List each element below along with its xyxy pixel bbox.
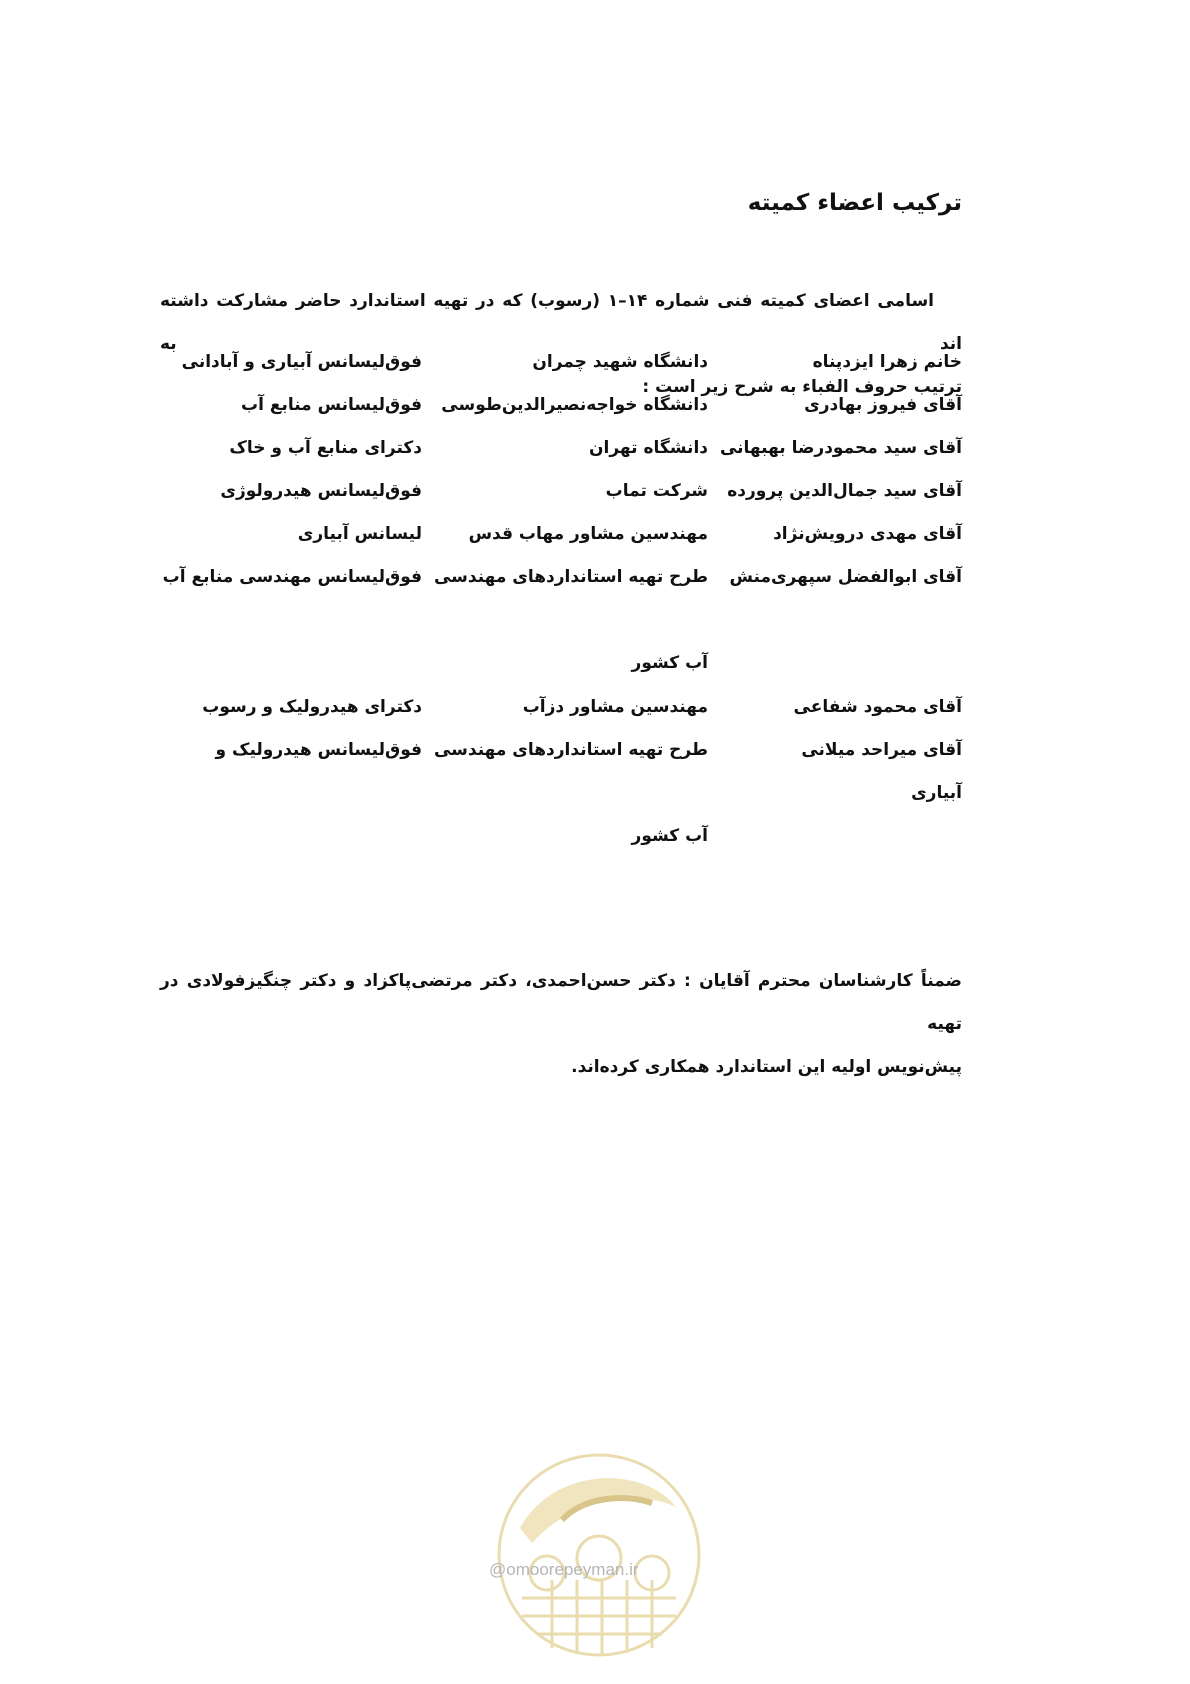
member-row xyxy=(160,481,962,521)
page-title: ترکیب اعضاء کمیته xyxy=(747,190,962,216)
member-row xyxy=(160,697,962,737)
member-organization-continuation: آب کشور xyxy=(631,826,708,846)
member-name: آقای محمود شفاعی xyxy=(793,697,962,717)
acknowledgement-paragraph xyxy=(160,960,962,1089)
member-name: آقای سید جمال‌الدین پرورده xyxy=(727,481,962,501)
member-row xyxy=(160,352,962,392)
member-organization: مهندسین مشاور دزآب xyxy=(522,697,708,717)
member-row xyxy=(160,395,962,435)
member-row xyxy=(160,740,962,780)
intro-line-2: ترتیب حروف الفباء به شرح زیر است : xyxy=(642,377,962,397)
member-row xyxy=(160,567,962,607)
watermark-site: @omoorepeyman.ir xyxy=(489,1560,639,1579)
member-degree: فوق‌لیسانس آبیاری و آبادانی xyxy=(181,352,422,372)
member-degree: فوق‌لیسانس هیدرولیک و xyxy=(215,740,422,760)
member-name: آقای میراحد میلانی xyxy=(801,740,962,760)
member-organization: مهندسین مشاور مهاب قدس xyxy=(468,524,708,544)
member-degree: فوق‌لیسانس منابع آب xyxy=(241,395,422,415)
watermark-logo xyxy=(492,1448,706,1662)
member-organization: دانشگاه تهران xyxy=(589,438,708,458)
member-name: آقای ابوالفضل سپهری‌منش xyxy=(729,567,962,587)
member-organization: شرکت تماب xyxy=(605,481,708,501)
member-row xyxy=(160,438,962,478)
member-degree: فوق‌لیسانس مهندسی منابع آب xyxy=(162,567,422,587)
member-name: آقای مهدی درویش‌نژاد xyxy=(773,524,962,544)
member-organization: طرح تهیه استانداردهای مهندسی xyxy=(433,740,708,760)
member-name: آقای فیروز بهادری xyxy=(804,395,962,415)
member-degree: لیسانس آبیاری xyxy=(297,524,422,544)
member-degree: فوق‌لیسانس هیدرولوژی xyxy=(220,481,422,501)
member-degree: دکترای منابع آب و خاک xyxy=(229,438,422,458)
member-organization: طرح تهیه استانداردهای مهندسی xyxy=(433,567,708,587)
acknowledgement-line-2: پیش‌نویس اولیه این استاندارد همکاری کرده‌اند. xyxy=(571,1057,962,1077)
member-name: آقای سید محمودرضا بهبهانی xyxy=(719,438,962,458)
member-degree-continuation: آبیاری xyxy=(911,783,962,803)
member-organization: دانشگاه شهید چمران xyxy=(532,352,708,372)
intro-line-1: اسامی اعضای کمیته فنی شماره ۱۴–۱ (رسوب) که در تهیه استاندارد حاضر مشارکت داشته اند به xyxy=(160,291,962,354)
member-row xyxy=(160,524,962,564)
member-degree: دکترای هیدرولیک و رسوب xyxy=(202,697,422,717)
acknowledgement-line-1: ضمناً کارشناسان محترم آقایان : دکتر حسن‌احمدی، دکتر مرتضی‌پاکزاد و دکتر چنگیزفولادی در تهیه xyxy=(160,971,962,1034)
member-organization-continuation: آب کشور xyxy=(631,653,708,673)
member-organization: دانشگاه خواجه‌نصیرالدین‌طوسی xyxy=(441,395,708,415)
member-name: خانم زهرا ایزدپناه xyxy=(812,352,962,372)
